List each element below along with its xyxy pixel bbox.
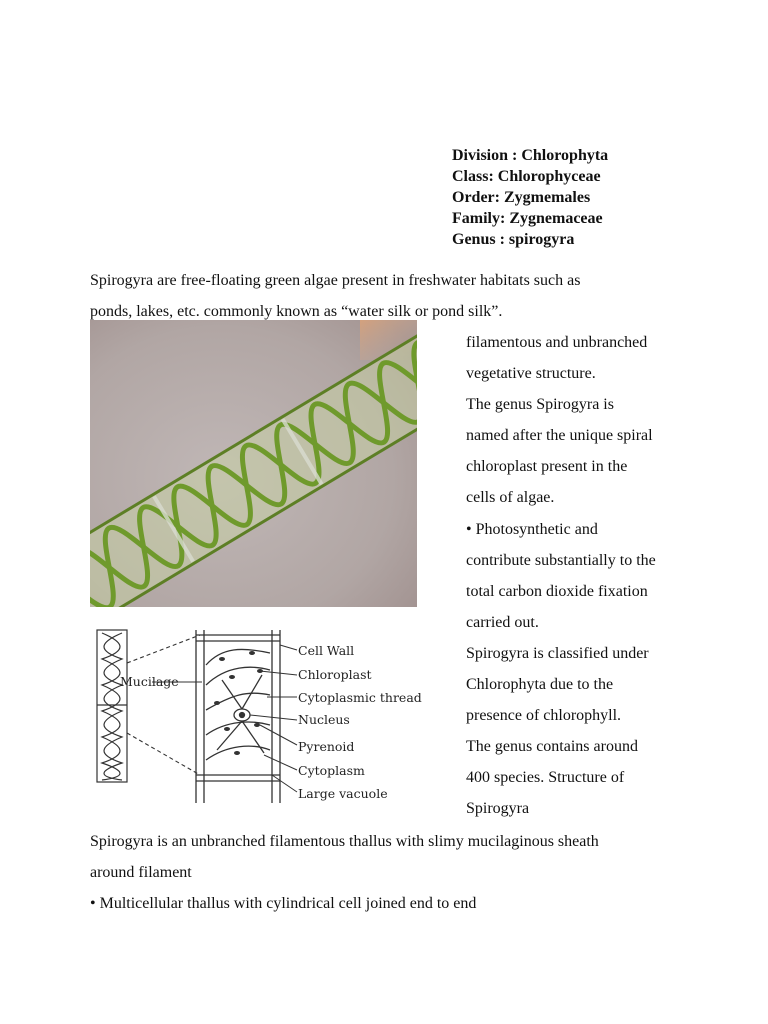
- text-line: chloroplast present in the: [466, 458, 628, 476]
- intro-line: Spirogyra are free-floating green algae present in freshwater habitats such as: [90, 272, 581, 289]
- label-nucleus: Nucleus: [298, 712, 350, 727]
- label-cytoplasmic-thread: Cytoplasmic thread: [298, 690, 422, 705]
- label-mucilage: Mucilage: [120, 674, 179, 689]
- label-large-vacuole: Large vacuole: [298, 786, 388, 801]
- taxonomy-order: Order: Zygmemales: [452, 189, 591, 206]
- label-cell-wall: Cell Wall: [298, 643, 355, 658]
- text-line: 400 species. Structure of: [466, 769, 625, 787]
- label-pyrenoid: Pyrenoid: [298, 739, 355, 754]
- text-line: presence of chlorophyll.: [466, 707, 622, 725]
- text-line: cells of algae.: [466, 489, 555, 507]
- spirogyra-structure-diagram: [92, 625, 432, 808]
- taxonomy-block: [452, 145, 692, 250]
- text-line: Spirogyra: [466, 800, 530, 818]
- intro-paragraph: [90, 265, 690, 327]
- right-column-text: [466, 327, 696, 825]
- text-line: The genus contains around: [466, 738, 638, 756]
- text-line: Chlorophyta due to the: [466, 676, 614, 694]
- text-line: vegetative structure.: [466, 365, 596, 383]
- spirogyra-micrograph: [90, 320, 417, 607]
- label-cytoplasm: Cytoplasm: [298, 763, 365, 778]
- text-line: carried out.: [466, 613, 539, 631]
- text-line: total carbon dioxide fixation: [466, 582, 648, 600]
- taxonomy-family: Family: Zygnemaceae: [452, 210, 603, 227]
- text-line: contribute substantially to the: [466, 551, 656, 569]
- taxonomy-division: Division : Chlorophyta: [452, 147, 609, 164]
- taxonomy-class: Class: Chlorophyceae: [452, 168, 601, 185]
- text-line: Spirogyra is classified under: [466, 644, 649, 662]
- structure-paragraph: [90, 826, 690, 919]
- taxonomy-genus: Genus : spirogyra: [452, 231, 575, 248]
- text-line: Spirogyra is an unbranched filamentous thallus with slimy mucilaginous sheath: [90, 833, 599, 850]
- text-line: named after the unique spiral: [466, 427, 653, 445]
- text-line: • Photosynthetic and: [466, 520, 598, 538]
- text-line: The genus Spirogyra is: [466, 396, 614, 414]
- label-chloroplast: Chloroplast: [298, 667, 372, 682]
- bullet-line: • Multicellular thallus with cylindrical cell joined end to end: [90, 895, 477, 912]
- intro-line: ponds, lakes, etc. commonly known as “water silk or pond silk”.: [90, 303, 503, 320]
- text-line: filamentous and unbranched: [466, 334, 648, 351]
- text-line: around filament: [90, 864, 192, 881]
